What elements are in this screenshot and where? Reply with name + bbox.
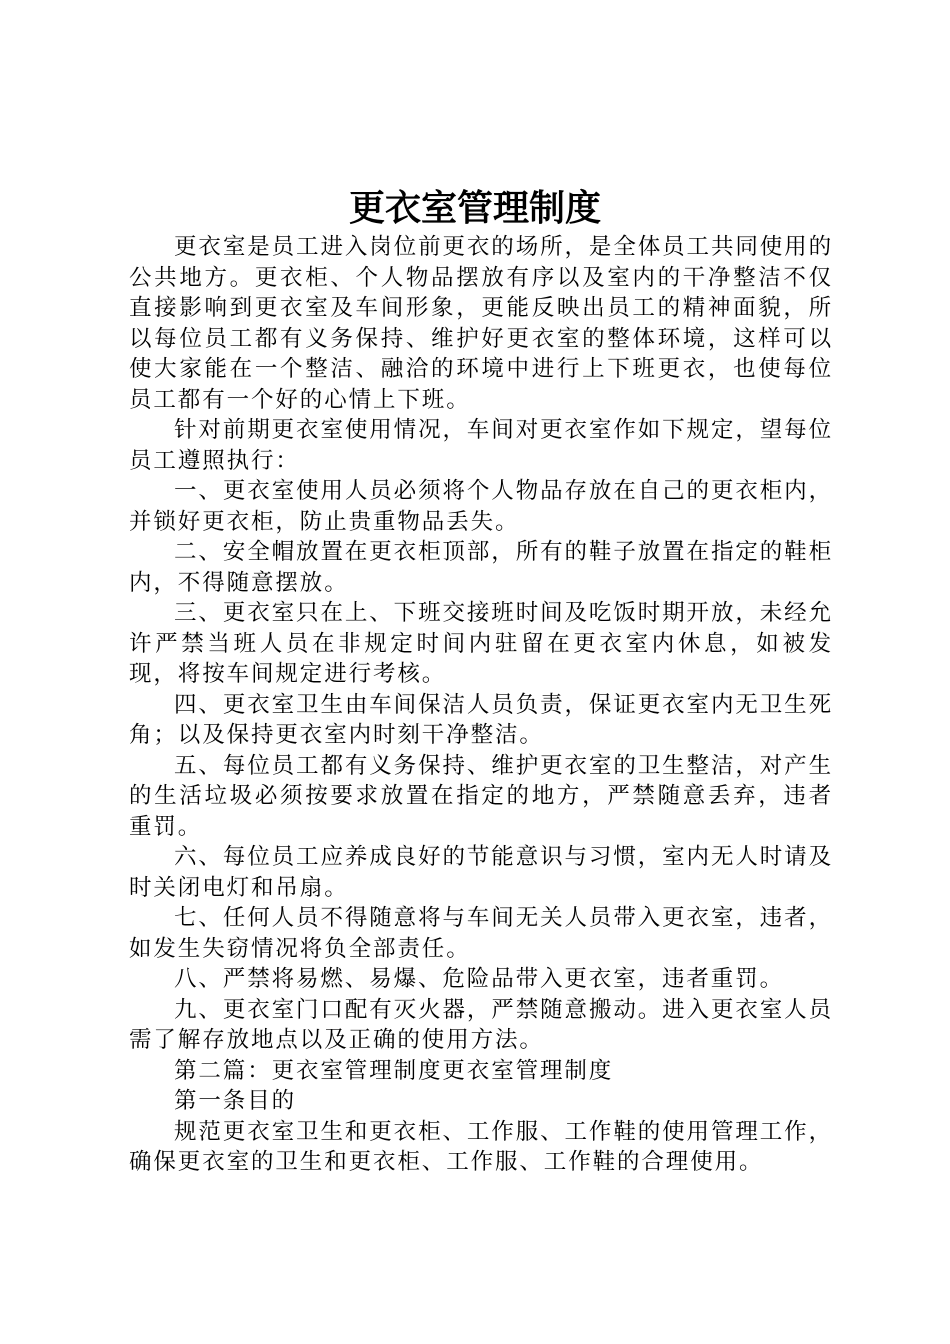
document-title: 更衣室管理制度 <box>348 187 601 229</box>
document-body <box>129 232 833 1178</box>
rule-item-7: 七、任何人员不得随意将与车间无关人员带入更衣室，违者，如发生失窃情况将负全部责任。 <box>129 905 833 962</box>
rule-item-1: 一、更衣室使用人员必须将个人物品存放在自己的更衣柜内，并锁好更衣柜，防止贵重物品丢失。 <box>129 478 833 535</box>
rule-item-6: 六、每位员工应养成良好的节能意识与习惯，室内无人时请及时关闭电灯和吊扇。 <box>129 844 833 901</box>
rule-item-5: 五、每位员工都有义务保持、维护更衣室的卫生整洁，对产生的生活垃圾必须按要求放置在指定的地方，严禁随意丢弃，违者重罚。 <box>129 752 833 840</box>
rule-item-8: 八、严禁将易燃、易爆、危险品带入更衣室，违者重罚。 <box>174 966 785 992</box>
paragraph-preamble: 针对前期更衣室使用情况，车间对更衣室作如下规定，望每位员工遵照执行： <box>129 417 833 474</box>
rule-item-2: 二、安全帽放置在更衣柜顶部，所有的鞋子放置在指定的鞋柜内，不得随意摆放。 <box>129 539 833 596</box>
section-heading: 第二篇：更衣室管理制度更衣室管理制度 <box>174 1057 614 1084</box>
rule-item-4: 四、更衣室卫生由车间保洁人员负责，保证更衣室内无卫生死角；以及保持更衣室内时刻干净整洁。 <box>129 691 833 748</box>
article-heading: 第一条目的 <box>174 1088 297 1114</box>
article-paragraph: 规范更衣室卫生和更衣柜、工作服、工作鞋的使用管理工作，确保更衣室的卫生和更衣柜、工作服、工作鞋的合理使用。 <box>129 1118 833 1175</box>
rule-item-3: 三、更衣室只在上、下班交接班时间及吃饭时期开放，未经允许严禁当班人员在非规定时间内驻留在更衣室内休息，如被发现，将按车间规定进行考核。 <box>129 600 833 687</box>
paragraph-intro: 更衣室是员工进入岗位前更衣的场所，是全体员工共同使用的公共地方。更衣柜、个人物品摆放有序以及室内的干净整洁不仅直接影响到更衣室及车间形象，更能反映出员工的精神面貌，所以每位员工都有义务保持、维护好更衣室的整体环境，这样可以使大家能在一个整洁、融洽的环境中进行上下班更衣，也使每位员工都有一个好的心情上下班。 <box>129 234 833 413</box>
rule-item-9: 九、更衣室门口配有灭火器，严禁随意搬动。进入更衣室人员需了解存放地点以及正确的使用方法。 <box>129 996 833 1053</box>
